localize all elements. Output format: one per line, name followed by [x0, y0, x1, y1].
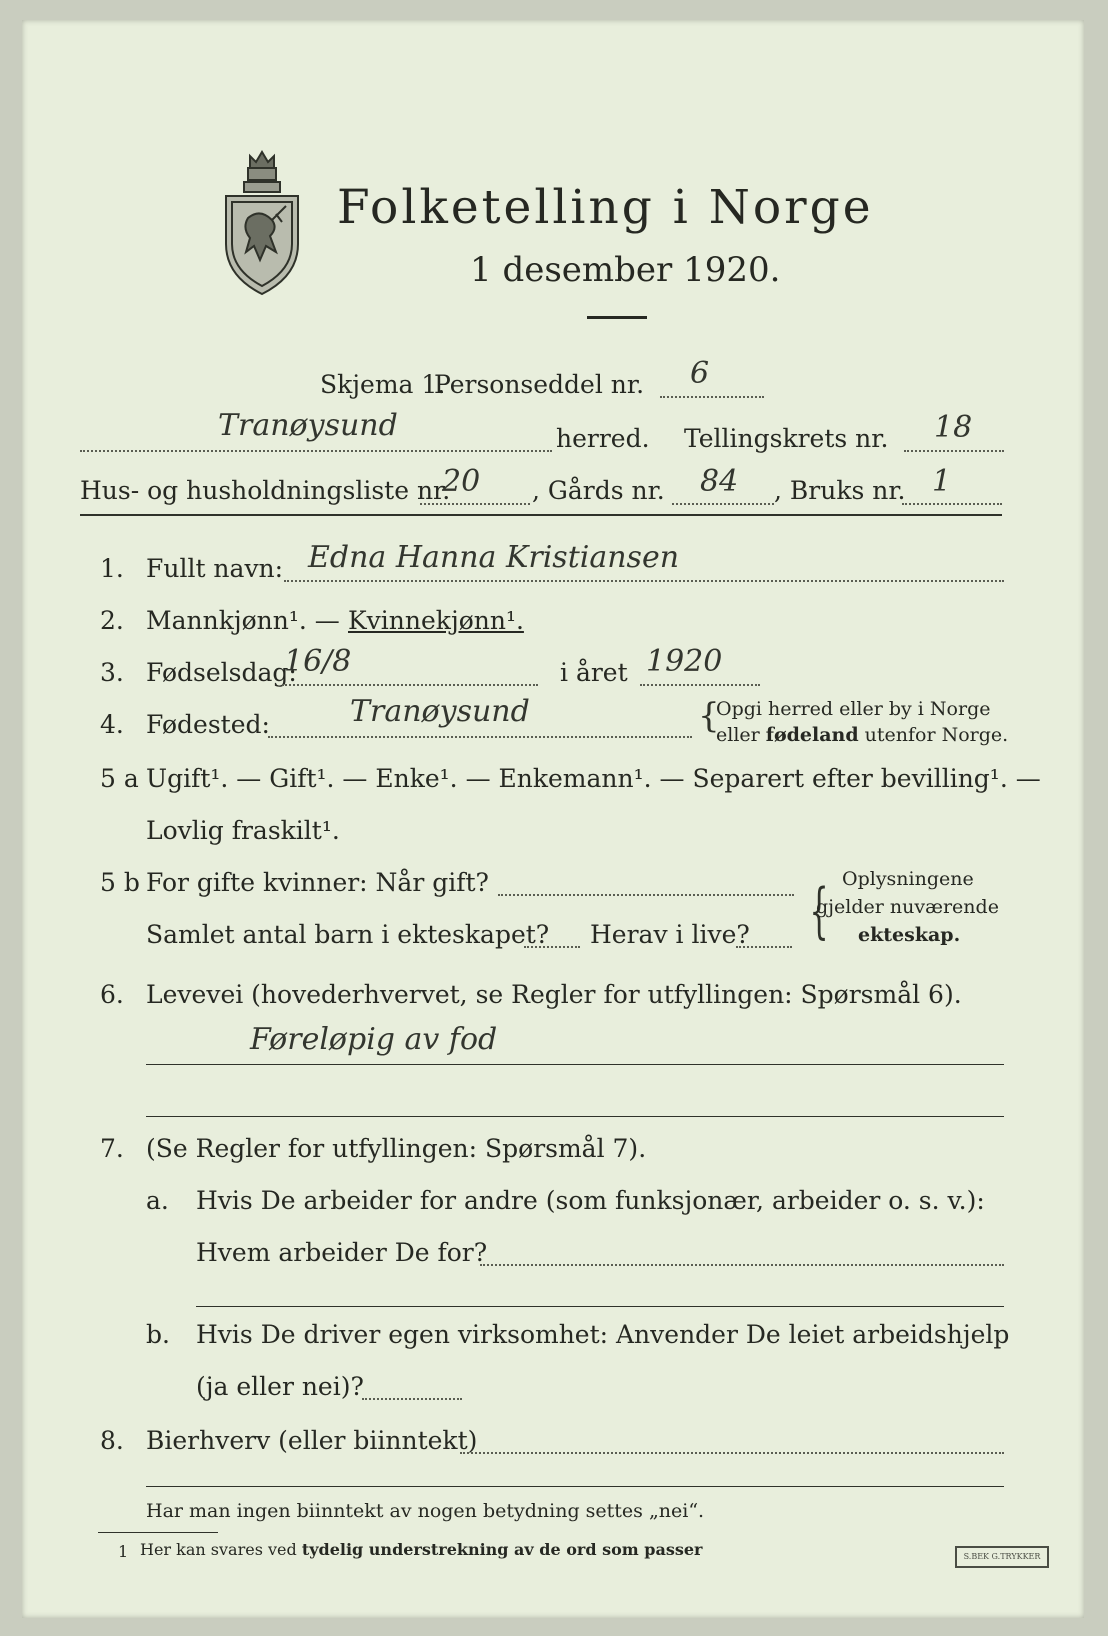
- q5b-alive-label: Herav i live?: [590, 920, 750, 949]
- q4-note-2: eller fødeland utenfor Norge.: [716, 724, 1009, 746]
- q3-year-label: i året: [560, 658, 628, 687]
- footnote-mark: 1: [118, 1542, 129, 1561]
- q5b-children-line: [524, 946, 580, 948]
- q7a-employer-label: Hvem arbeider De for?: [196, 1238, 488, 1267]
- q8-line: [460, 1452, 1004, 1454]
- q6-line-2: [146, 1116, 1004, 1117]
- tellingskrets-line: [904, 450, 1004, 452]
- q7b-text: Hvis De driver egen virksomhet: Anvender De leiet arbeidshjelp: [196, 1320, 1010, 1349]
- herred-label: herred.: [556, 424, 650, 453]
- q7-number: 7.: [100, 1134, 124, 1163]
- q5b-number: 5 b: [100, 868, 140, 897]
- herred-line: [80, 450, 552, 452]
- q4-brace: {: [698, 696, 720, 736]
- skjema-label: Skjema 1.: [320, 370, 446, 399]
- q1-line: [284, 580, 1004, 582]
- bruks-line: [902, 503, 1002, 505]
- q7b-letter: b.: [146, 1320, 170, 1349]
- q8-label: Bierhverv (eller biinntekt): [146, 1426, 478, 1455]
- hus-line: [420, 503, 530, 505]
- gaards-value[interactable]: 84: [700, 464, 739, 499]
- birth-year-value[interactable]: 1920: [646, 644, 723, 679]
- q2-number: 2.: [100, 606, 124, 635]
- q4-line: [268, 736, 692, 738]
- q6-number: 6.: [100, 980, 124, 1009]
- personseddel-line: [660, 396, 764, 398]
- birthday-value[interactable]: 16/8: [284, 644, 352, 679]
- form-title: Folketelling i Norge: [337, 180, 874, 235]
- q2-male-option[interactable]: Mannkjønn¹. —: [146, 606, 340, 635]
- q4-number: 4.: [100, 710, 124, 739]
- gaards-line: [672, 503, 774, 505]
- printer-stamp: S.BEK G.TRYKKER: [955, 1546, 1049, 1568]
- q7b-yes-no-line: [362, 1398, 462, 1400]
- q5b-note-3: ekteskap.: [858, 924, 961, 946]
- gaards-label: , Gårds nr.: [532, 476, 665, 505]
- coat-of-arms-icon: [220, 148, 304, 296]
- q4-label: Fødested:: [146, 710, 270, 739]
- q6-line-1: [146, 1064, 1004, 1065]
- title-divider: [587, 316, 647, 319]
- footnote-divider: [98, 1532, 218, 1533]
- q7a-line-2: [196, 1306, 1004, 1307]
- q5b-when-married-label: For gifte kvinner: Når gift?: [146, 868, 489, 897]
- q5b-children-label: Samlet antal barn i ekteskapet?: [146, 920, 550, 949]
- census-form: [22, 20, 1084, 1618]
- q5a-number: 5 a: [100, 764, 139, 793]
- q1-label: Fullt navn:: [146, 554, 284, 583]
- q3-number: 3.: [100, 658, 124, 687]
- q1-number: 1.: [100, 554, 124, 583]
- tellingskrets-label: Tellingskrets nr.: [684, 424, 889, 453]
- q7a-employer-line: [480, 1264, 1004, 1266]
- q6-label: Levevei (hovederhvervet, se Regler for utfyllingen: Spørsmål 6).: [146, 980, 962, 1009]
- q8-note: Har man ingen biinntekt av nogen betydning settes „nei“.: [146, 1500, 705, 1522]
- herred-value[interactable]: Tranøysund: [218, 408, 398, 443]
- divorced-option[interactable]: Lovlig fraskilt¹.: [146, 816, 340, 845]
- bruks-value[interactable]: 1: [932, 464, 952, 499]
- q7-label: (Se Regler for utfyllingen: Spørsmål 7).: [146, 1134, 647, 1163]
- q7a-text: Hvis De arbeider for andre (som funksjonær, arbeider o. s. v.):: [196, 1186, 985, 1215]
- tellingskrets-value[interactable]: 18: [934, 410, 973, 445]
- personseddel-label: Personseddel nr.: [434, 370, 645, 399]
- q7a-letter: a.: [146, 1186, 169, 1215]
- q5b-alive-line: [736, 946, 792, 948]
- q5b-brace: {: [809, 876, 829, 946]
- q3-line: [282, 684, 538, 686]
- q5b-note-1: Oplysningene: [842, 868, 974, 890]
- q5b-note-2: gjelder nuværende: [816, 896, 999, 918]
- occupation-value[interactable]: Føreløpig av fod: [250, 1022, 498, 1057]
- hus-value[interactable]: 20: [442, 464, 481, 499]
- q7b-yes-no-label: (ja eller nei)?: [196, 1372, 364, 1401]
- full-name-value[interactable]: Edna Hanna Kristiansen: [308, 540, 680, 575]
- personseddel-value[interactable]: 6: [690, 356, 710, 391]
- marital-status-options[interactable]: Ugift¹. — Gift¹. — Enke¹. — Enkemann¹. — Separert efter bevilling¹. —: [146, 764, 1041, 793]
- header-divider: [80, 514, 1002, 516]
- q4-note-1: Opgi herred eller by i Norge: [716, 698, 991, 720]
- q8-line-2: [146, 1486, 1004, 1487]
- hus-label: Hus- og husholdningsliste nr.: [80, 476, 451, 505]
- footnote-text: Her kan svares ved tydelig understrekning av de ord som passer: [140, 1540, 703, 1559]
- q3-label: Fødselsdag:: [146, 658, 297, 687]
- q5b-when-married-line: [498, 894, 794, 896]
- birthplace-value[interactable]: Tranøysund: [350, 694, 530, 729]
- bruks-label: , Bruks nr.: [774, 476, 906, 505]
- q2-female-option[interactable]: Kvinnekjønn¹.: [348, 606, 524, 635]
- census-date: 1 desember 1920.: [470, 250, 781, 290]
- q8-number: 8.: [100, 1426, 124, 1455]
- q3-year-line: [640, 684, 760, 686]
